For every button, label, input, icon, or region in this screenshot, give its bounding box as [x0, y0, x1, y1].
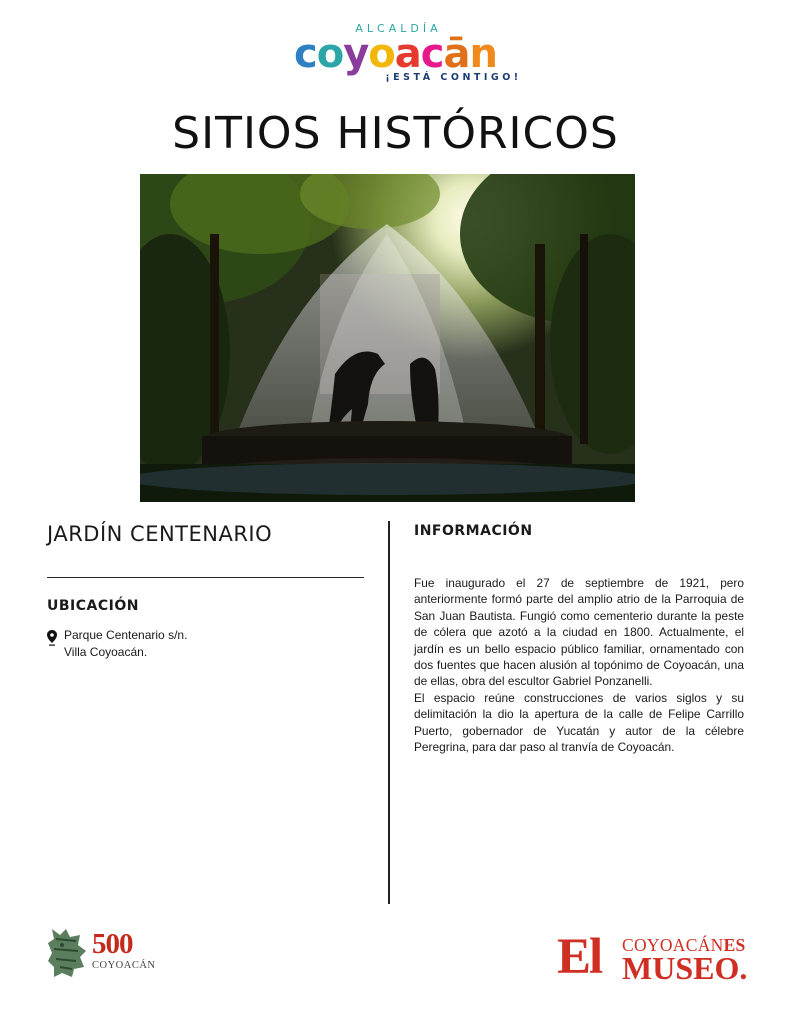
logo-tagline: ¡ESTÁ CONTIGO! — [385, 72, 522, 83]
logo-500-number: 500 — [92, 928, 133, 960]
alcaldia-logo — [0, 22, 791, 83]
logo-500-label: COYOACÁN — [92, 960, 156, 971]
page-title: SITIOS HISTÓRICOS — [172, 108, 619, 159]
info-paragraph-1: Fue inaugurado el 27 de septiembre de 1921, pero anteriormente formó parte del amplio atrio de la Parroquia de San Juan Bautista. Fungió como cementerio durante la peste de cólera que azotó a la ciudad en 1800. Actualmente, el jardín es un bello espacio público familiar, ornamentado con dos fuentes que hacen alusión al topónimo de Coyoacán, una de ellas, obra del escultor Gabriel Ponzanelli. — [414, 576, 744, 689]
logo-brand-letter: ā — [443, 31, 470, 77]
logo-brand-word — [0, 31, 791, 77]
site-name-heading: JARDÍN CENTENARIO — [47, 522, 273, 546]
info-body — [414, 575, 744, 755]
museo-logo-el: El — [557, 929, 602, 985]
address — [64, 627, 187, 661]
logo-brand-letter: a — [394, 31, 421, 77]
fountain-illustration — [140, 174, 635, 502]
museo-logo-es: ES — [723, 935, 746, 955]
info-heading: INFORMACIÓN — [414, 523, 533, 539]
logo-brand-letter: y — [343, 31, 369, 77]
logo-brand-letter: o — [368, 31, 395, 77]
logo-alcaldia-text: ALCALDÍA — [355, 22, 442, 35]
info-paragraph-2: El espacio reúne construcciones de varios siglos y su delimitación la dio la apertura de la calle de Felipe Carrillo Puerto, gobernador de Yucatán y autor de la célebre Peregrina, para dar paso al tranvía de Coyoacán. — [414, 690, 744, 755]
logo-brand-letter: n — [469, 31, 497, 77]
museo-logo-word: MUSEO. — [622, 950, 748, 986]
fountain-photo — [140, 174, 635, 502]
location-heading: UBICACIÓN — [47, 598, 139, 614]
column-divider — [388, 521, 390, 904]
logo-brand-letter: c — [294, 31, 317, 77]
logo-brand-letter: c — [420, 31, 444, 77]
coyote-glyph-icon — [46, 925, 90, 979]
museo-logo-coyoacan: COYOACÁN — [622, 935, 724, 955]
address-line-2: Villa Coyoacán. — [64, 645, 148, 659]
logo-brand-letter: o — [316, 31, 344, 77]
section-divider — [47, 577, 364, 578]
address-line-1: Parque Centenario s/n. — [64, 628, 188, 642]
location-pin-icon — [47, 630, 57, 646]
